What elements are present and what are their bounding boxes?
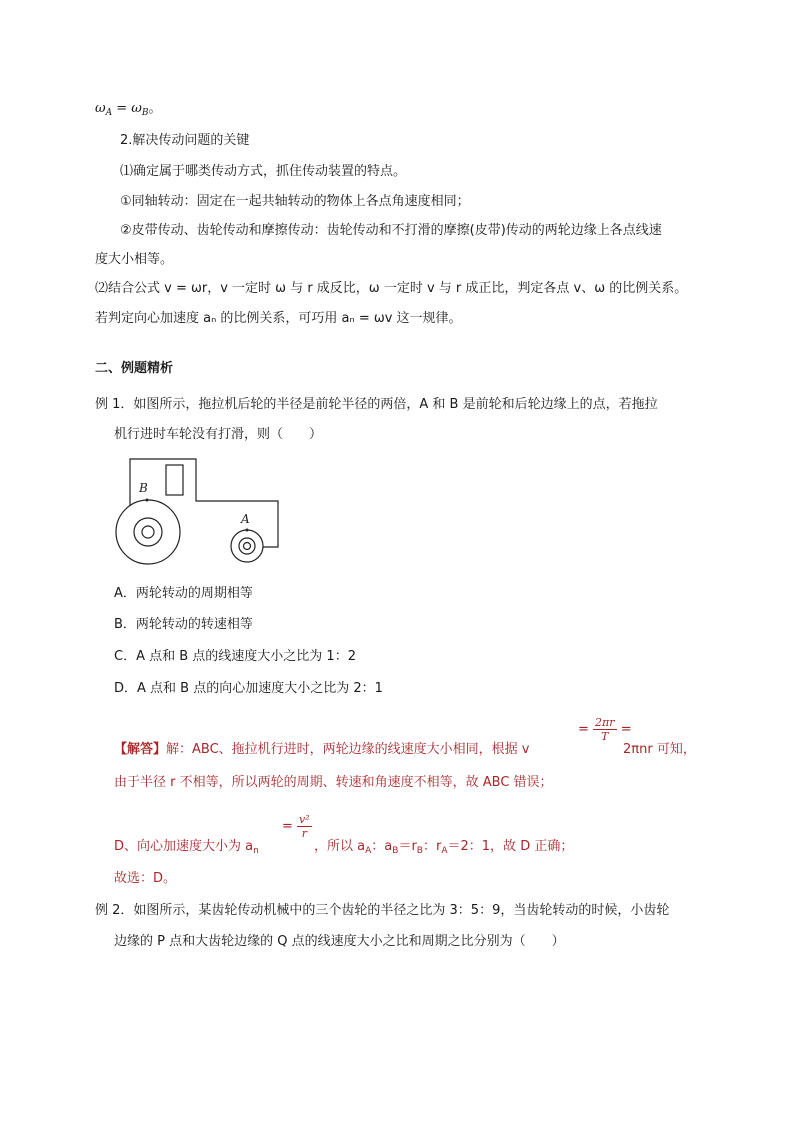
tractor-figure — [110, 455, 300, 575]
answer-tag: 【解答】 — [114, 742, 167, 757]
formula-period: = $\frac{2\pi r}{T}$ = — [578, 716, 632, 743]
answer-choice: 故选：D。 — [114, 871, 177, 886]
option-c: C．A 点和 B 点的线速度大小之比为 1：2 — [114, 649, 356, 664]
example-2-stem: 例 2．如图所示，某齿轮传动机械中的三个齿轮的半径之比为 3：5：9，当齿轮转动的时候，小齿轮 — [95, 903, 670, 918]
answer-line-2: 由于半径 r 不相等，所以两轮的周期、转速和角速度不相等，故 ABC 错误； — [114, 775, 553, 790]
label-b: B — [139, 481, 148, 495]
label-a: A — [241, 512, 250, 526]
omega-equation: $\omega_A = \omega_B$。 — [95, 101, 162, 118]
example-2-stem-cont: 边缘的 P 点和大齿轮边缘的 Q 点的线速度大小之比和周期之比分别为（ ） — [114, 934, 565, 949]
key-point-coaxial: ①同轴转动：固定在一起共轴转动的物体上各点角速度相同； — [120, 194, 470, 209]
key-point-2: ⑵结合公式 v = ωr，v 一定时 ω 与 r 成反比，ω 一定时 v 与 r 成正比，判定各点 v、ω 的比例关系。 — [95, 281, 688, 296]
option-d: D．A 点和 B 点的向心加速度大小之比为 2：1 — [114, 681, 383, 696]
key-point-heading: 2.解决传动问题的关键 — [120, 133, 250, 148]
answer-line-3: D、向心加速度大小为 $a_n$ — [114, 839, 259, 856]
example-1-stem-cont: 机行进时车轮没有打滑，则（ ） — [114, 427, 323, 442]
formula-accel: = $\frac{\text{v²}}{r}$ — [282, 813, 310, 840]
key-point-1: ⑴确定属于哪类传动方式，抓住传动装置的特点。 — [120, 164, 407, 179]
key-point-2-cont: 若判定向心加速度 aₙ 的比例关系，可巧用 aₙ = ωv 这一规律。 — [95, 311, 462, 326]
key-point-belt: ②皮带传动、齿轮传动和摩擦传动：齿轮传动和不打滑的摩擦(皮带)传动的两轮边缘上各点线速 — [120, 223, 662, 238]
key-point-belt-cont: 度大小相等。 — [95, 252, 174, 267]
answer-line-1-end: 2πnr 可知， — [623, 742, 696, 757]
answer-line-1: 【解答】解：ABC、拖拉机行进时，两轮边缘的线速度大小相同，根据 v — [114, 742, 530, 757]
section-heading: 二、例题精析 — [95, 361, 174, 376]
example-1-stem: 例 1．如图所示，拖拉机后轮的半径是前轮半径的两倍，A 和 B 是前轮和后轮边缘上的点，若拖拉 — [95, 397, 658, 412]
answer-line-3-end: ，所以 $a_A$：$a_B=r_B$：$r_A=2$：1，故 D 正确； — [314, 839, 574, 856]
option-b: B．两轮转动的转速相等 — [114, 617, 253, 632]
option-a: A．两轮转动的周期相等 — [114, 586, 253, 601]
